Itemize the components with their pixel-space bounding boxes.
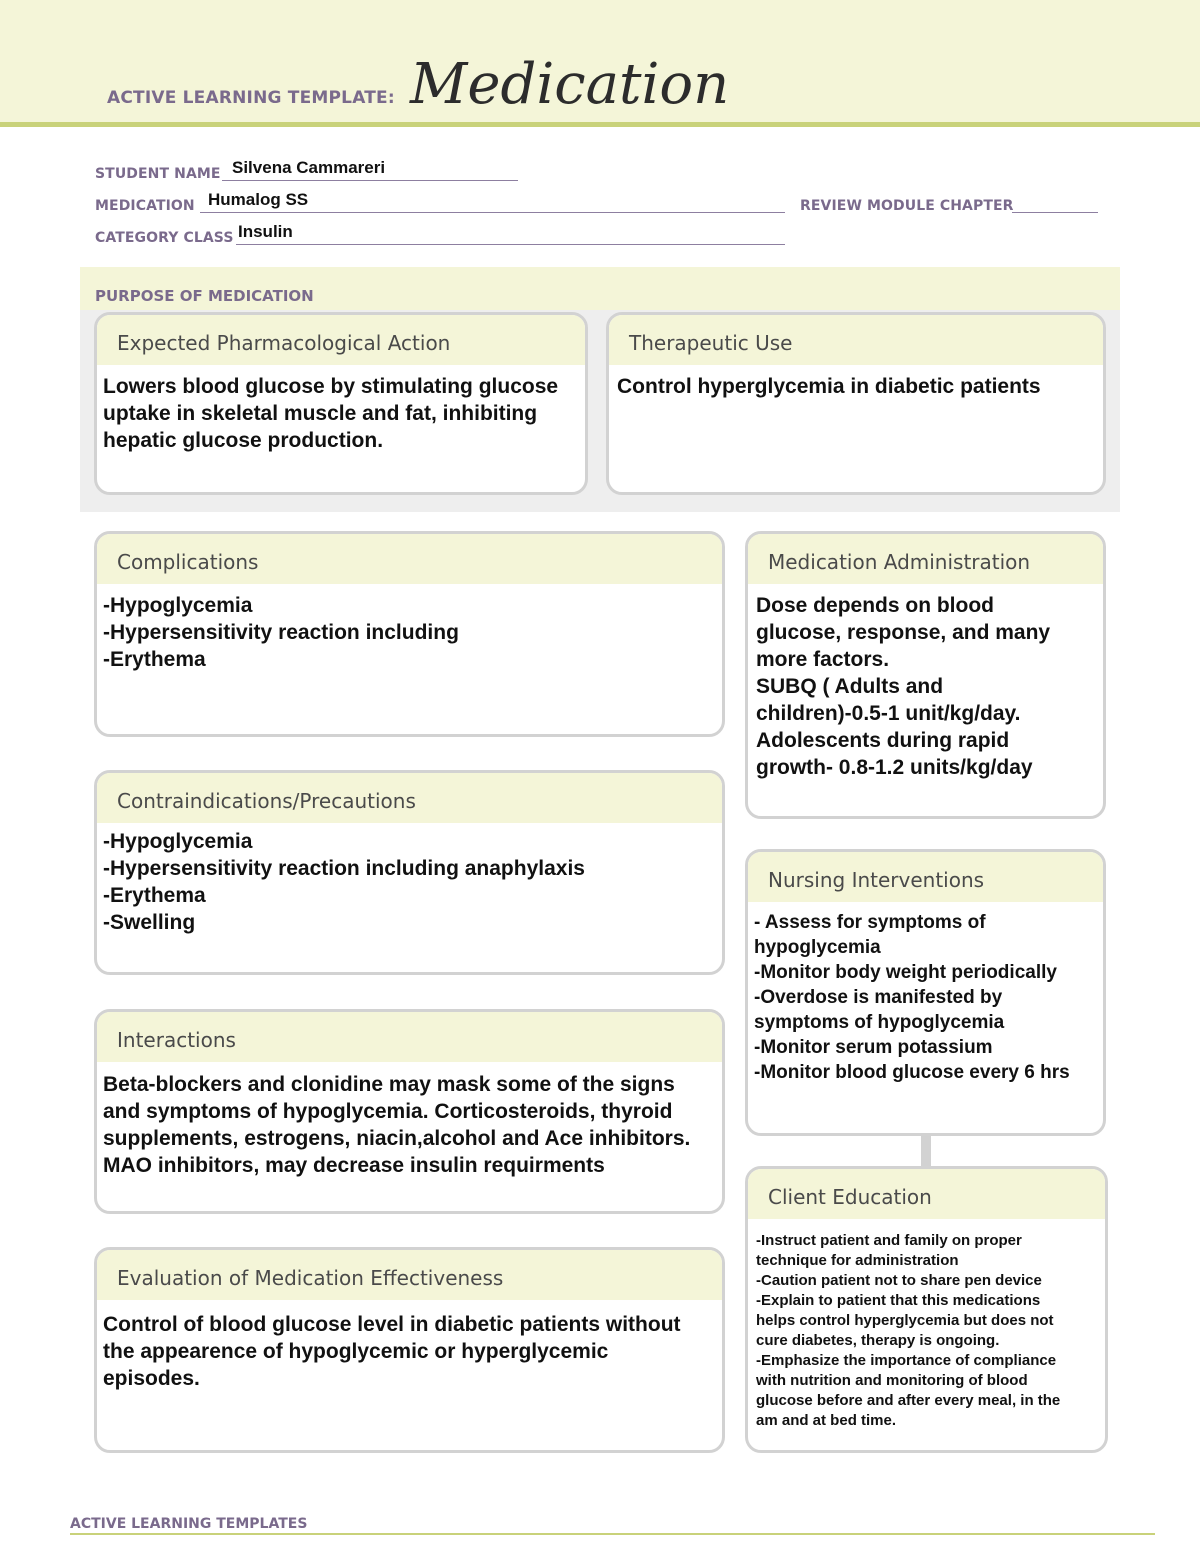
page-title: Medication bbox=[410, 52, 730, 117]
contraindications-text[interactable]: -Hypoglycemia -Hypersensitivity reaction including anaphylaxis -Erythema -Swelling bbox=[103, 830, 585, 934]
medication-administration-box bbox=[745, 531, 1106, 819]
category-class-label: CATEGORY CLASS bbox=[95, 230, 234, 246]
interactions-box bbox=[94, 1009, 725, 1214]
medication-administration-text[interactable]: Dose depends on blood glucose, response, and many more factors. SUBQ ( Adults and children)-0.5-1 unit/kg/day. Adolescents during rapid growth- 0.8-1.2 units/kg/day bbox=[756, 594, 1051, 779]
expected-action-heading: Expected Pharmacological Action bbox=[97, 315, 585, 365]
client-education-box bbox=[745, 1166, 1108, 1453]
student-name-line bbox=[222, 180, 518, 181]
review-module-field[interactable] bbox=[1012, 212, 1098, 213]
review-module-label: REVIEW MODULE CHAPTER bbox=[800, 198, 1014, 214]
nursing-interventions-text[interactable]: - Assess for symptoms of hypoglycemia -Monitor body weight periodically -Overdose is manifested by symptoms of hypoglycemia -Monitor serum potassium -Monitor blood glucose every 6 hrs bbox=[754, 912, 1070, 1083]
therapeutic-use-box bbox=[606, 312, 1106, 495]
medication-line bbox=[200, 212, 785, 213]
client-education-text[interactable]: -Instruct patient and family on proper technique for administration -Caution patient not to share pen device -Explain to patient that this medications helps control hyperglycemia but does not cure diabetes, therapy is ongoing. -Emphasize the importance of compliance with nutrition and monitoring of blood glucose before and after every meal, in the am and at bed time. bbox=[756, 1232, 1061, 1429]
expected-action-text[interactable]: Lowers blood glucose by stimulating glucose uptake in skeletal muscle and fat, inhibiting hepatic glucose production. bbox=[103, 375, 559, 452]
contraindications-heading: Contraindications/Precautions bbox=[97, 773, 722, 823]
evaluation-heading: Evaluation of Medication Effectiveness bbox=[97, 1250, 722, 1300]
client-education-heading: Client Education bbox=[748, 1169, 1105, 1219]
complications-box bbox=[94, 531, 725, 737]
complications-text[interactable]: -Hypoglycemia -Hypersensitivity reaction including -Erythema bbox=[103, 594, 459, 671]
nursing-interventions-box bbox=[745, 849, 1106, 1136]
interactions-text[interactable]: Beta-blockers and clonidine may mask some of the signs and symptoms of hypoglycemia. Corticosteroids, thyroid supplements, estrogens, niacin,alcohol and Ace inhibitors. MAO inhibitors, may decrease insulin requirments bbox=[103, 1073, 691, 1177]
medication-label: MEDICATION bbox=[95, 198, 195, 214]
evaluation-text[interactable]: Control of blood glucose level in diabetic patients without the appearence of hypoglycemic or hyperglycemic episodes. bbox=[103, 1313, 681, 1390]
nursing-interventions-heading: Nursing Interventions bbox=[748, 852, 1103, 902]
footer-divider bbox=[70, 1533, 1155, 1535]
evaluation-box bbox=[94, 1247, 725, 1453]
box-connector bbox=[921, 1134, 931, 1167]
category-class-line bbox=[236, 244, 785, 245]
category-class-field[interactable]: Insulin bbox=[238, 222, 293, 241]
template-label: ACTIVE LEARNING TEMPLATE: bbox=[107, 88, 395, 108]
therapeutic-use-text[interactable]: Control hyperglycemia in diabetic patients bbox=[617, 375, 1041, 398]
interactions-heading: Interactions bbox=[97, 1012, 722, 1062]
contraindications-box bbox=[94, 770, 725, 975]
footer-label: ACTIVE LEARNING TEMPLATES bbox=[70, 1516, 308, 1532]
complications-heading: Complications bbox=[97, 534, 722, 584]
medication-field[interactable]: Humalog SS bbox=[208, 190, 309, 209]
expected-action-box bbox=[94, 312, 588, 495]
student-name-label: STUDENT NAME bbox=[95, 166, 221, 182]
student-name-field[interactable]: Silvena Cammareri bbox=[232, 158, 386, 177]
purpose-title: PURPOSE OF MEDICATION bbox=[95, 287, 314, 305]
medication-administration-heading: Medication Administration bbox=[748, 534, 1103, 584]
therapeutic-use-heading: Therapeutic Use bbox=[609, 315, 1103, 365]
